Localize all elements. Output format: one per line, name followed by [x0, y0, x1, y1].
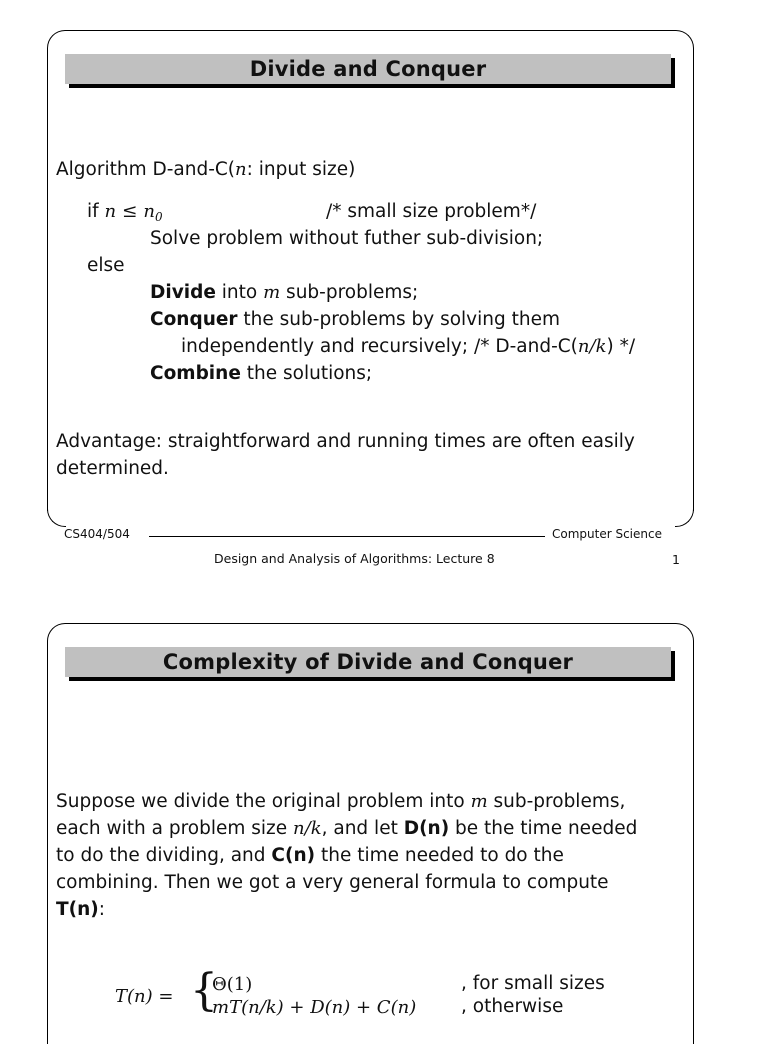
- if-line: if $n \le n_0$: [87, 201, 163, 224]
- footer-dept: Computer Science: [552, 527, 662, 541]
- paragraph-line-2: each with a problem size n/k, and let D(n) be the time needed: [56, 818, 638, 839]
- slide-1-corner-bl: [47, 508, 66, 527]
- footer-rule: [149, 536, 545, 537]
- footer-course: CS404/504: [64, 527, 130, 541]
- paragraph-line-5: T(n):: [56, 899, 105, 920]
- advantage-line-2: determined.: [56, 458, 169, 479]
- slide-2-title: Complexity of Divide and Conquer: [162, 650, 574, 674]
- cases-brace: {: [190, 965, 218, 1016]
- if-comment: /* small size problem*/: [326, 201, 537, 222]
- paragraph-line-4: combining. Then we got a very general formula to compute: [56, 872, 609, 893]
- formula-lhs: T(n) =: [115, 986, 174, 1007]
- slide-1-title-bar: [65, 54, 671, 84]
- formula-case-2-cond: , otherwise: [461, 996, 564, 1017]
- formula-case-1-expr: Θ(1): [212, 974, 253, 995]
- paragraph-line-3: to do the dividing, and C(n) the time needed to do the: [56, 845, 564, 866]
- solve-line: Solve problem without futher sub-division;: [150, 228, 544, 249]
- slide-2-title-bar: [65, 647, 671, 677]
- independently-line: independently and recursively; /* D-and-C(n/k) */: [181, 336, 636, 357]
- else-line: else: [87, 255, 125, 276]
- divide-line: Divide into m sub-problems;: [150, 282, 419, 303]
- formula-case-2-expr: mT(n/k) + D(n) + C(n): [212, 997, 417, 1018]
- advantage-line-1: Advantage: straightforward and running times are often easily: [56, 431, 635, 452]
- slide-1: [47, 30, 694, 540]
- algorithm-header: Algorithm D-and-C(n: input size): [56, 159, 356, 180]
- formula-case-1-cond: , for small sizes: [461, 973, 605, 994]
- slide-1-title: Divide and Conquer: [249, 57, 487, 81]
- paragraph-line-1: Suppose we divide the original problem into m sub-problems,: [56, 791, 626, 812]
- slide-1-corner-br: [675, 508, 694, 527]
- page-number: 1: [672, 552, 680, 567]
- lecture-caption: Design and Analysis of Algorithms: Lecture 8: [214, 551, 495, 566]
- slide-2: [47, 623, 694, 1024]
- combine-line: Combine the solutions;: [150, 363, 373, 384]
- conquer-line: Conquer the sub-problems by solving them: [150, 309, 561, 330]
